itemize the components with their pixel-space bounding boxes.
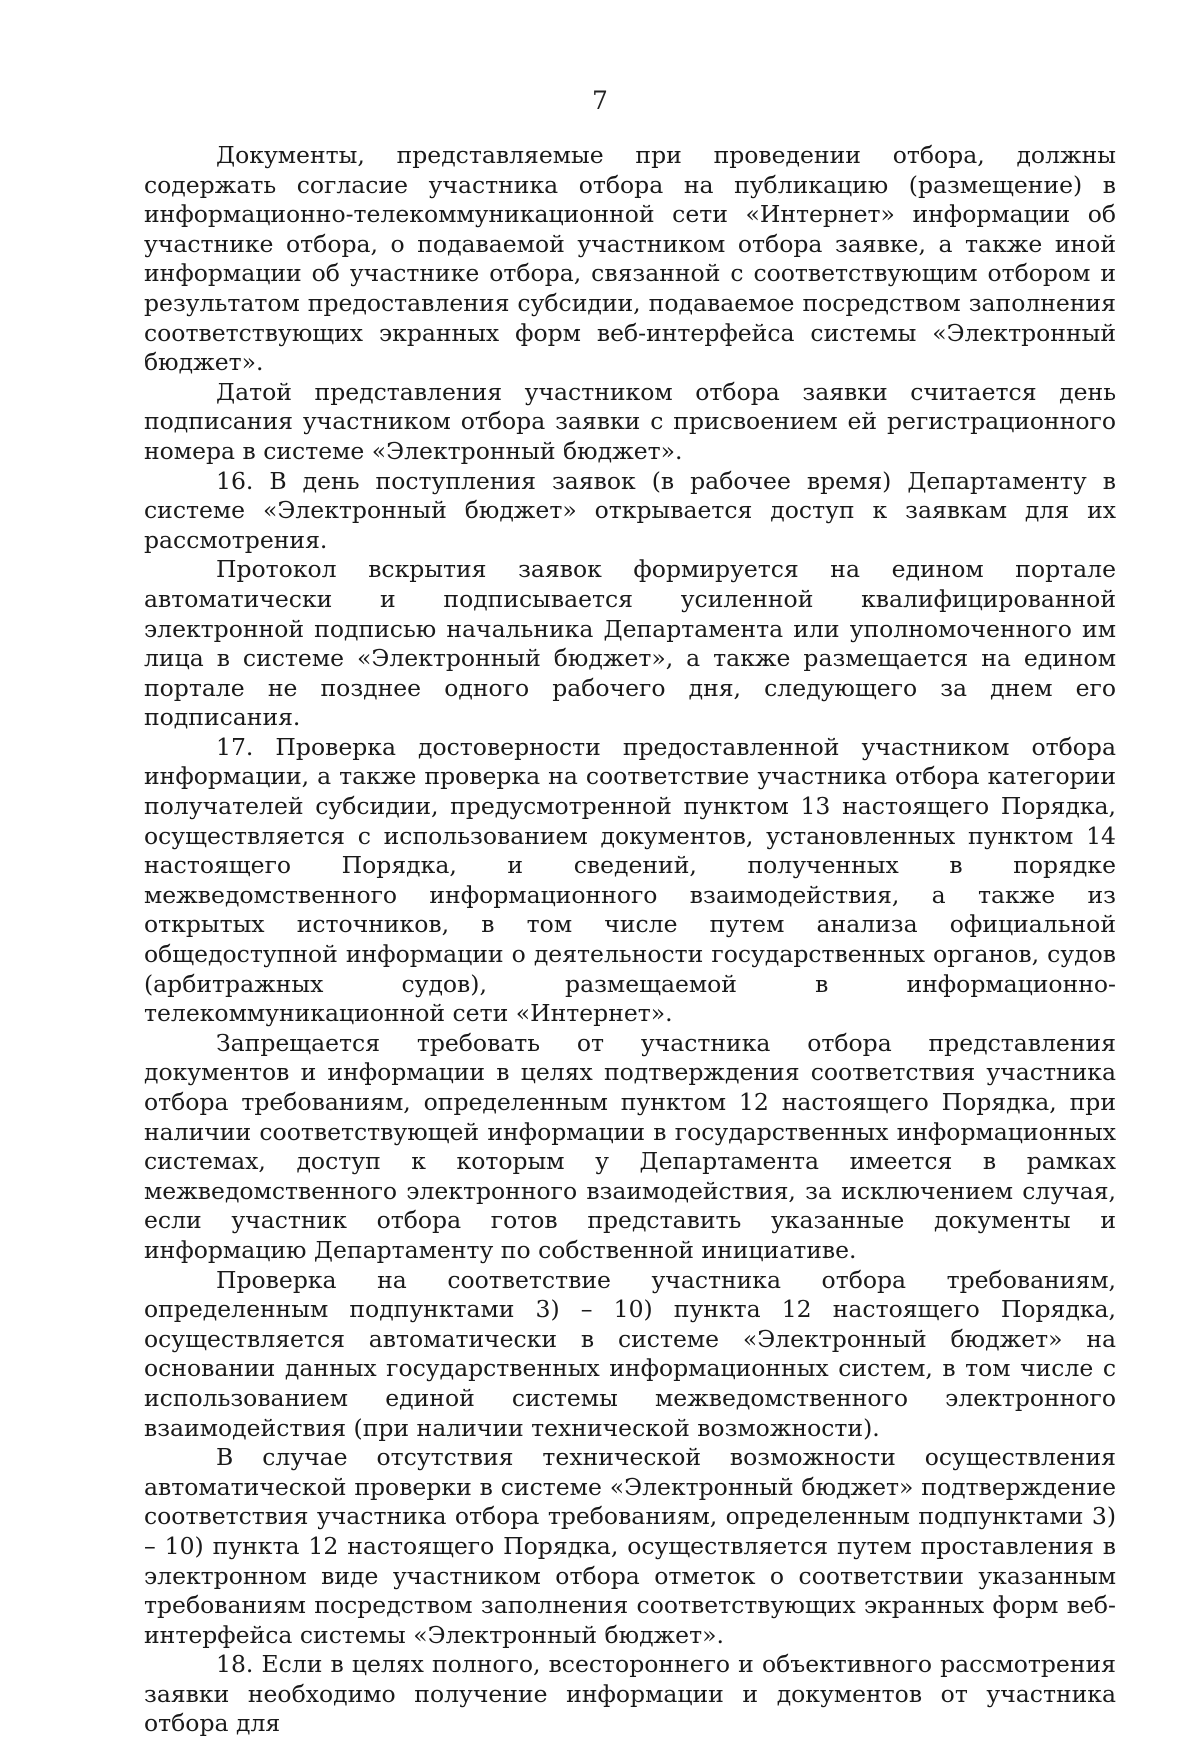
paragraph-opening-protocol: Протокол вскрытия заявок формируется на едином портале автоматически и подписывается усиленной квалифицированной электронной подписью начальника Департамента или уполномоченного им лица в системе «Электронный бюджет», а также размещается на едином портале не позднее одного рабочего дня, следующего за днем его подписания. (144, 555, 1116, 732)
paragraph-prohibition: Запрещается требовать от участника отбора представления документов и информации в целях подтверждения соответствия участника отбора требованиям, определенным пунктом 12 настоящего Порядка, при наличии соответствующей информации в государственных информационных системах, доступ к которым у Департамента имеется в рамках межведомственного электронного взаимодействия, за исключением случая, если участник отбора готов представить указанные документы и информацию Департаменту по собственной инициативе. (144, 1028, 1116, 1264)
paragraph-16-access: 16. В день поступления заявок (в рабочее время) Департаменту в системе «Электронный бюджет» открывается доступ к заявкам для их рассмотрения. (144, 466, 1116, 554)
paragraph-manual-check: В случае отсутствия технической возможности осуществления автоматической проверки в системе «Электронный бюджет» подтверждение соответствия участника отбора требованиям, определенным подпунктами 3) – 10) пункта 12 настоящего Порядка, осуществляется путем проставления в электронном виде участником отбора отметок о соответствии указанным требованиям посредством заполнения соответствующих экранных форм веб-интерфейса системы «Электронный бюджет». (144, 1443, 1116, 1649)
paragraph-18-additional-info: 18. Если в целях полного, всестороннего и объективного рассмотрения заявки необходимо получение информации и документов от участника отбора для (144, 1650, 1116, 1738)
paragraph-17-verification: 17. Проверка достоверности предоставленной участником отбора информации, а также проверка на соответствие участника отбора категории получателей субсидии, предусмотренной пунктом 13 настоящего Порядка, осуществляется с использованием документов, установленных пунктом 14 настоящего Порядка, и сведений, полученных в порядке межведомственного информационного взаимодействия, а также из открытых источников, в том числе путем анализа официальной общедоступной информации о деятельности государственных органов, судов (арбитражных судов), размещаемой в информационно-телекоммуникационной сети «Интернет». (144, 732, 1116, 1028)
paragraph-automatic-check: Проверка на соответствие участника отбора требованиям, определенным подпунктами 3) – 10) пункта 12 настоящего Порядка, осуществляется автоматически в системе «Электронный бюджет» на основании данных государственных информационных систем, в том числе с использованием единой системы межведомственного электронного взаимодействия (при наличии технической возможности). (144, 1265, 1116, 1442)
page-number: 7 (592, 86, 608, 115)
paragraph-submission-date: Датой представления участником отбора заявки считается день подписания участником отбора заявки с присвоением ей регистрационного номера в системе «Электронный бюджет». (144, 377, 1116, 465)
document-body (144, 141, 1116, 1739)
paragraph-documents-consent: Документы, представляемые при проведении отбора, должны содержать согласие участника отбора на публикацию (размещение) в информационно-телекоммуникационной сети «Интернет» информации об участнике отбора, о подаваемой участником отбора заявке, а также иной информации об участнике отбора, связанной с соответствующим отбором и результатом предоставления субсидии, подаваемое посредством заполнения соответствующих экранных форм веб-интерфейса системы «Электронный бюджет». (144, 141, 1116, 377)
